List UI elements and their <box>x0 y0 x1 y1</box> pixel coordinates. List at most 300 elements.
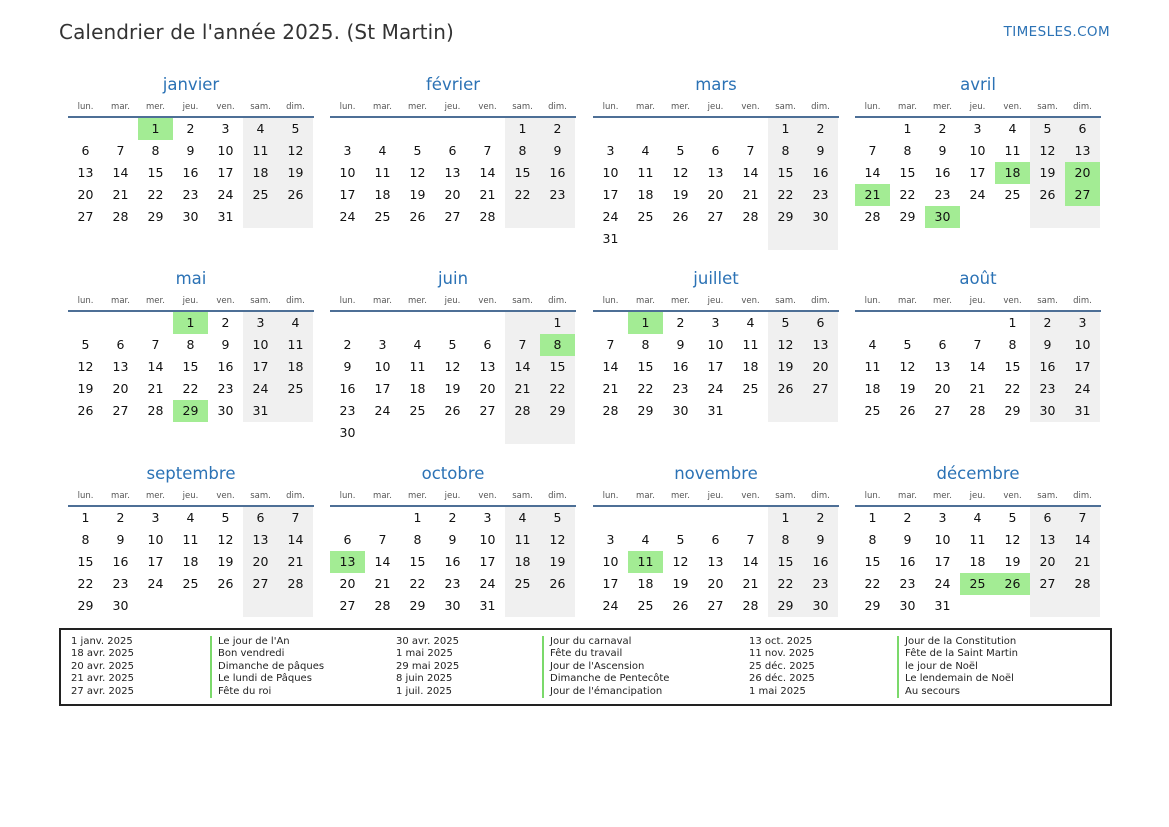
day-cell: 26 <box>899 403 916 418</box>
weekday-label: lun. <box>602 295 619 306</box>
day-cell: 9 <box>938 143 947 158</box>
day-cell: 22 <box>505 184 540 206</box>
empty-day-cell <box>278 400 313 422</box>
weekday-label: jeu. <box>969 101 986 112</box>
day-cell: 9 <box>1030 334 1065 356</box>
weekday-label: mar. <box>373 490 392 501</box>
holiday-day-cell: 13 <box>330 551 365 573</box>
weekday-label: lun. <box>864 490 881 501</box>
day-cell: 12 <box>409 165 426 180</box>
day-cell: 10 <box>707 337 724 352</box>
day-cell: 4 <box>973 510 982 525</box>
empty-day-cell <box>628 507 663 529</box>
day-cell: 7 <box>505 334 540 356</box>
day-cell: 24 <box>243 378 278 400</box>
weekday-label: sam. <box>250 295 271 306</box>
weekday-label: mer. <box>408 101 427 112</box>
day-cell: 29 <box>540 400 575 422</box>
empty-day-cell <box>330 312 365 334</box>
day-cell: 16 <box>934 165 951 180</box>
day-cell: 10 <box>217 143 234 158</box>
weekday-label: mar. <box>636 295 655 306</box>
legend-date: 25 déc. 2025 <box>749 660 815 672</box>
day-cell: 22 <box>637 381 654 396</box>
day-cell: 2 <box>803 507 838 529</box>
day-cell: 5 <box>81 337 90 352</box>
day-cell: 29 <box>768 595 803 617</box>
day-cell: 22 <box>409 576 426 591</box>
day-cell: 4 <box>378 143 387 158</box>
day-cell: 21 <box>147 381 164 396</box>
holiday-day-cell: 30 <box>925 206 960 228</box>
day-cell: 4 <box>746 315 755 330</box>
day-cell: 25 <box>505 573 540 595</box>
day-cell: 5 <box>448 337 457 352</box>
day-cell: 2 <box>186 121 195 136</box>
month-name: janvier <box>162 75 220 94</box>
weekday-label: mar. <box>636 490 655 501</box>
holiday-legend <box>59 628 1112 706</box>
day-cell: 14 <box>374 554 391 569</box>
day-cell: 28 <box>969 403 986 418</box>
empty-day-cell <box>365 422 400 444</box>
weekday-header <box>855 97 1101 118</box>
weekday-label: jeu. <box>707 490 724 501</box>
empty-day-cell <box>1030 595 1065 617</box>
day-cell: 17 <box>147 554 164 569</box>
day-cell: 27 <box>803 378 838 400</box>
weekday-label: mer. <box>146 490 165 501</box>
empty-day-cell <box>925 312 960 334</box>
day-cell: 13 <box>243 529 278 551</box>
day-cell: 31 <box>707 403 724 418</box>
day-cell: 13 <box>803 334 838 356</box>
empty-day-cell <box>733 118 768 140</box>
day-cell: 19 <box>672 187 689 202</box>
day-cell: 16 <box>217 359 234 374</box>
empty-day-cell <box>698 507 733 529</box>
day-cell: 23 <box>444 576 461 591</box>
day-cell: 1 <box>81 510 90 525</box>
day-cell: 29 <box>864 598 881 613</box>
day-cell: 21 <box>742 576 759 591</box>
day-cell: 14 <box>505 356 540 378</box>
holiday-day-cell: 26 <box>995 573 1030 595</box>
day-cell: 6 <box>711 143 720 158</box>
day-cell: 7 <box>746 532 755 547</box>
day-cell: 14 <box>479 165 496 180</box>
day-cell: 16 <box>182 165 199 180</box>
day-cell: 12 <box>672 554 689 569</box>
empty-day-cell <box>540 595 575 617</box>
day-cell: 11 <box>278 334 313 356</box>
legend-holiday-name: Le lendemain de Noël <box>897 673 1018 685</box>
empty-day-cell <box>505 312 540 334</box>
empty-day-cell <box>698 118 733 140</box>
day-cell: 3 <box>243 312 278 334</box>
weekday-label: jeu. <box>182 101 199 112</box>
empty-day-cell <box>803 400 838 422</box>
holiday-day-cell: 8 <box>540 334 575 356</box>
empty-day-cell <box>470 422 505 444</box>
day-cell: 25 <box>1004 187 1021 202</box>
weekday-label: mer. <box>933 101 952 112</box>
day-cell: 19 <box>540 551 575 573</box>
holiday-day-cell: 1 <box>173 312 208 334</box>
day-cell: 4 <box>641 143 650 158</box>
day-cell: 25 <box>243 184 278 206</box>
weekday-header <box>330 97 576 118</box>
weekday-label: mer. <box>671 101 690 112</box>
day-cell: 28 <box>742 598 759 613</box>
day-cell: 13 <box>1030 529 1065 551</box>
legend-date: 29 mai 2025 <box>396 660 460 672</box>
day-cell: 4 <box>505 507 540 529</box>
day-cell: 29 <box>1004 403 1021 418</box>
empty-day-cell <box>803 228 838 250</box>
day-cell: 7 <box>116 143 125 158</box>
day-cell: 2 <box>448 510 457 525</box>
day-cell: 21 <box>1065 551 1100 573</box>
day-cell: 4 <box>186 510 195 525</box>
day-cell: 26 <box>672 598 689 613</box>
empty-day-cell <box>1065 595 1100 617</box>
weekday-label: lun. <box>77 101 94 112</box>
day-cell: 15 <box>77 554 94 569</box>
day-cell: 11 <box>409 359 426 374</box>
day-cell: 9 <box>116 532 125 547</box>
day-cell: 27 <box>444 209 461 224</box>
day-cell: 30 <box>1030 400 1065 422</box>
day-cell: 20 <box>707 576 724 591</box>
legend-holiday-name: Dimanche de pâques <box>210 661 324 673</box>
day-cell: 24 <box>969 187 986 202</box>
day-cell: 25 <box>864 403 881 418</box>
day-cell: 21 <box>374 576 391 591</box>
weekday-label: ven. <box>1003 101 1022 112</box>
legend-holiday-name: Fête de la Saint Martin <box>897 648 1018 660</box>
day-cell: 9 <box>676 337 685 352</box>
month-name: février <box>425 75 481 94</box>
day-cell: 2 <box>1030 312 1065 334</box>
day-cell: 8 <box>768 529 803 551</box>
day-cell: 22 <box>768 184 803 206</box>
day-cell: 1 <box>540 312 575 334</box>
weekday-label: mer. <box>671 490 690 501</box>
day-cell: 15 <box>864 554 881 569</box>
day-cell: 16 <box>803 162 838 184</box>
day-cell: 19 <box>444 381 461 396</box>
day-cell: 7 <box>746 143 755 158</box>
holiday-day-cell: 25 <box>960 573 995 595</box>
weekday-label: dim. <box>286 101 305 112</box>
day-cell: 13 <box>479 359 496 374</box>
holiday-day-cell: 1 <box>628 312 663 334</box>
day-cell: 24 <box>217 187 234 202</box>
day-cell: 19 <box>1030 162 1065 184</box>
day-cell: 20 <box>339 576 356 591</box>
day-cell: 3 <box>606 532 615 547</box>
month-block <box>855 462 1101 617</box>
legend-holiday-name: Jour de la Constitution <box>897 636 1018 648</box>
day-cell: 14 <box>112 165 129 180</box>
page-title: Calendrier de l'année 2025. (St Martin) <box>59 20 454 44</box>
day-cell: 5 <box>676 532 685 547</box>
legend-holiday-name: Le jour de l'An <box>210 636 324 648</box>
day-cell: 20 <box>479 381 496 396</box>
day-cell: 11 <box>374 165 391 180</box>
weekday-label: ven. <box>741 101 760 112</box>
empty-day-cell <box>593 312 628 334</box>
day-cell: 26 <box>672 209 689 224</box>
day-cell: 20 <box>444 187 461 202</box>
day-cell: 24 <box>339 209 356 224</box>
days-grid <box>593 118 839 250</box>
day-cell: 8 <box>1008 337 1017 352</box>
weekday-label: sam. <box>1037 295 1058 306</box>
weekday-label: ven. <box>216 490 235 501</box>
day-cell: 7 <box>868 143 877 158</box>
day-cell: 30 <box>112 598 129 613</box>
day-cell: 30 <box>217 403 234 418</box>
day-cell: 22 <box>182 381 199 396</box>
day-cell: 1 <box>413 510 422 525</box>
day-cell: 22 <box>147 187 164 202</box>
month-block <box>68 462 314 617</box>
day-cell: 3 <box>606 143 615 158</box>
day-cell: 2 <box>116 510 125 525</box>
day-cell: 21 <box>479 187 496 202</box>
day-cell: 17 <box>339 187 356 202</box>
month-name: juin <box>437 269 469 288</box>
legend-holiday-name: Au secours <box>897 686 1018 698</box>
day-cell: 7 <box>1065 507 1100 529</box>
day-cell: 23 <box>339 403 356 418</box>
day-cell: 12 <box>540 529 575 551</box>
day-cell: 17 <box>934 554 951 569</box>
day-cell: 23 <box>899 576 916 591</box>
month-name: octobre <box>421 464 485 483</box>
day-cell: 24 <box>374 403 391 418</box>
day-cell: 18 <box>182 554 199 569</box>
days-grid <box>330 507 576 617</box>
day-cell: 15 <box>147 165 164 180</box>
empty-day-cell <box>890 312 925 334</box>
weekday-label: mer. <box>933 490 952 501</box>
day-cell: 8 <box>81 532 90 547</box>
month-name: août <box>959 269 997 288</box>
legend-date: 18 avr. 2025 <box>71 648 134 660</box>
day-cell: 6 <box>448 143 457 158</box>
day-cell: 19 <box>409 187 426 202</box>
legend-date: 26 déc. 2025 <box>749 673 815 685</box>
day-cell: 3 <box>221 121 230 136</box>
weekday-label: jeu. <box>707 295 724 306</box>
weekday-label: mar. <box>111 101 130 112</box>
day-cell: 12 <box>768 334 803 356</box>
weekday-label: lun. <box>77 490 94 501</box>
weekday-header <box>593 486 839 507</box>
day-cell: 15 <box>409 554 426 569</box>
day-cell: 9 <box>343 359 352 374</box>
day-cell: 10 <box>1065 334 1100 356</box>
day-cell: 14 <box>742 554 759 569</box>
day-cell: 17 <box>969 165 986 180</box>
day-cell: 14 <box>864 165 881 180</box>
empty-day-cell <box>505 422 540 444</box>
day-cell: 11 <box>637 165 654 180</box>
day-cell: 27 <box>707 598 724 613</box>
day-cell: 2 <box>676 315 685 330</box>
holiday-day-cell: 27 <box>1065 184 1100 206</box>
day-cell: 21 <box>602 381 619 396</box>
day-cell: 26 <box>540 573 575 595</box>
day-cell: 28 <box>742 209 759 224</box>
weekday-label: jeu. <box>707 101 724 112</box>
day-cell: 18 <box>637 187 654 202</box>
day-cell: 5 <box>903 337 912 352</box>
day-cell: 13 <box>707 165 724 180</box>
day-cell: 1 <box>868 510 877 525</box>
weekday-label: mar. <box>898 295 917 306</box>
day-cell: 21 <box>969 381 986 396</box>
day-cell: 28 <box>147 403 164 418</box>
empty-day-cell <box>400 118 435 140</box>
empty-day-cell <box>960 595 995 617</box>
empty-day-cell <box>663 228 698 250</box>
day-cell: 2 <box>803 118 838 140</box>
empty-day-cell <box>505 206 540 228</box>
day-cell: 25 <box>409 403 426 418</box>
weekday-label: jeu. <box>969 490 986 501</box>
month-name: mai <box>175 269 207 288</box>
day-cell: 6 <box>1065 118 1100 140</box>
day-cell: 19 <box>217 554 234 569</box>
day-cell: 15 <box>182 359 199 374</box>
day-cell: 20 <box>77 187 94 202</box>
empty-day-cell <box>330 507 365 529</box>
weekday-label: dim. <box>1073 490 1092 501</box>
day-cell: 23 <box>217 381 234 396</box>
legend-names-col-2 <box>542 636 669 698</box>
day-cell: 1 <box>505 118 540 140</box>
day-cell: 15 <box>899 165 916 180</box>
brand-link[interactable]: TIMESLES.COM <box>1003 24 1110 40</box>
day-cell: 2 <box>540 118 575 140</box>
empty-day-cell <box>243 206 278 228</box>
day-cell: 13 <box>707 554 724 569</box>
day-cell: 28 <box>479 209 496 224</box>
weekday-header <box>68 97 314 118</box>
day-cell: 19 <box>278 162 313 184</box>
day-cell: 31 <box>602 231 619 246</box>
day-cell: 9 <box>221 337 230 352</box>
day-cell: 24 <box>602 209 619 224</box>
day-cell: 23 <box>803 184 838 206</box>
day-cell: 10 <box>602 554 619 569</box>
legend-holiday-name: le jour de Noël <box>897 661 1018 673</box>
empty-day-cell <box>435 118 470 140</box>
day-cell: 30 <box>803 206 838 228</box>
empty-day-cell <box>593 118 628 140</box>
day-cell: 8 <box>903 143 912 158</box>
day-cell: 16 <box>672 359 689 374</box>
day-cell: 31 <box>934 598 951 613</box>
day-cell: 17 <box>602 576 619 591</box>
days-grid <box>68 312 314 422</box>
legend-holiday-name: Dimanche de Pentecôte <box>542 673 669 685</box>
weekday-label: mer. <box>146 101 165 112</box>
day-cell: 29 <box>899 209 916 224</box>
empty-day-cell <box>435 422 470 444</box>
weekday-label: jeu. <box>969 295 986 306</box>
weekday-label: mer. <box>408 295 427 306</box>
day-cell: 15 <box>637 359 654 374</box>
empty-day-cell <box>855 118 890 140</box>
empty-day-cell <box>365 507 400 529</box>
legend-holiday-name: Jour du carnaval <box>542 636 669 648</box>
weekday-header <box>593 291 839 312</box>
weekday-label: ven. <box>216 295 235 306</box>
day-cell: 9 <box>803 140 838 162</box>
weekday-label: sam. <box>775 101 796 112</box>
day-cell: 12 <box>1004 532 1021 547</box>
days-grid <box>593 312 839 422</box>
day-cell: 5 <box>1030 118 1065 140</box>
days-grid <box>330 312 576 444</box>
day-cell: 14 <box>742 165 759 180</box>
empty-day-cell <box>278 595 313 617</box>
day-cell: 21 <box>742 187 759 202</box>
legend-date: 20 avr. 2025 <box>71 660 134 672</box>
day-cell: 31 <box>243 400 278 422</box>
day-cell: 27 <box>77 209 94 224</box>
day-cell: 28 <box>278 573 313 595</box>
month-block <box>330 73 576 228</box>
day-cell: 18 <box>374 187 391 202</box>
day-cell: 21 <box>505 378 540 400</box>
weekday-label: sam. <box>512 295 533 306</box>
month-block <box>68 73 314 228</box>
empty-day-cell <box>540 206 575 228</box>
day-cell: 7 <box>606 337 615 352</box>
day-cell: 28 <box>1065 573 1100 595</box>
weekday-label: mar. <box>898 490 917 501</box>
day-cell: 11 <box>182 532 199 547</box>
weekday-label: dim. <box>286 295 305 306</box>
day-cell: 18 <box>278 356 313 378</box>
day-cell: 5 <box>278 118 313 140</box>
weekday-label: dim. <box>548 295 567 306</box>
day-cell: 26 <box>1030 184 1065 206</box>
empty-day-cell <box>470 312 505 334</box>
day-cell: 27 <box>243 573 278 595</box>
day-cell: 20 <box>707 187 724 202</box>
day-cell: 24 <box>707 381 724 396</box>
day-cell: 22 <box>899 187 916 202</box>
empty-day-cell <box>138 595 173 617</box>
empty-day-cell <box>698 228 733 250</box>
day-cell: 16 <box>339 381 356 396</box>
month-name: septembre <box>146 464 236 483</box>
day-cell: 12 <box>77 359 94 374</box>
day-cell: 5 <box>413 143 422 158</box>
day-cell: 22 <box>864 576 881 591</box>
day-cell: 19 <box>899 381 916 396</box>
month-block <box>593 462 839 617</box>
day-cell: 29 <box>768 206 803 228</box>
weekday-label: mar. <box>373 101 392 112</box>
